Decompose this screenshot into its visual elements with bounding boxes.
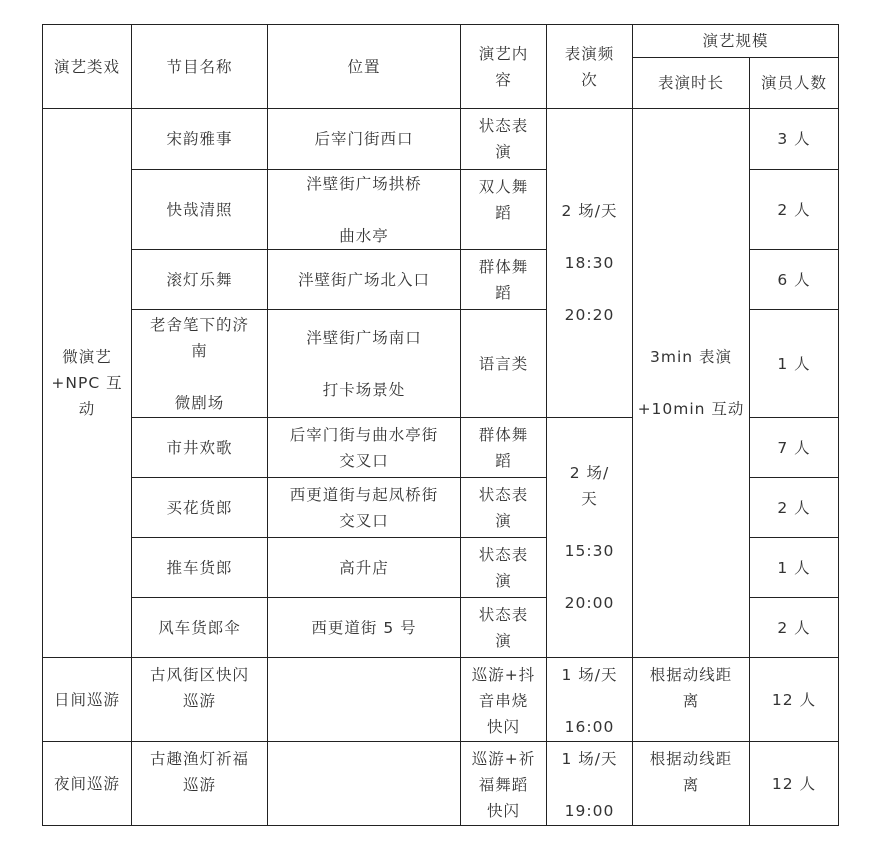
- performers: 2 人: [750, 598, 839, 658]
- header-program-name: 节目名称: [132, 25, 268, 109]
- content: 状态表 演: [461, 109, 547, 170]
- header-content: 演艺内 容: [461, 25, 547, 109]
- category-night: 夜间巡游: [43, 742, 132, 826]
- location: [268, 658, 461, 742]
- table-row: [43, 658, 839, 742]
- program-name: 老舍笔下的济 南 微剧场: [132, 310, 268, 418]
- performers: 1 人: [750, 538, 839, 598]
- header-frequency: 表演频 次: [547, 25, 633, 109]
- category-micro: 微演艺 +NPC 互 动: [43, 109, 132, 658]
- content: 语言类: [461, 310, 547, 418]
- location: [268, 742, 461, 826]
- program-name: 古趣渔灯祈福 巡游: [132, 742, 268, 826]
- header-scale: 演艺规模: [633, 25, 839, 58]
- performers: 2 人: [750, 170, 839, 250]
- location: 西更道街 5 号: [268, 598, 461, 658]
- program-name: 滚灯乐舞: [132, 250, 268, 310]
- performers: 7 人: [750, 418, 839, 478]
- program-name: 风车货郎伞: [132, 598, 268, 658]
- program-name: 古风街区快闪 巡游: [132, 658, 268, 742]
- location: 泮壁街广场北入口: [268, 250, 461, 310]
- location: 后宰门街西口: [268, 109, 461, 170]
- header-performers: 演员人数: [750, 58, 839, 109]
- content: 双人舞 蹈: [461, 170, 547, 250]
- program-name: 快哉清照: [132, 170, 268, 250]
- performers: 12 人: [750, 658, 839, 742]
- program-name: 推车货郎: [132, 538, 268, 598]
- header-category: 演艺类戏: [43, 25, 132, 109]
- content: 群体舞 蹈: [461, 418, 547, 478]
- location: 西更道街与起凤桥街 交叉口: [268, 478, 461, 538]
- frequency-group-a: 2 场/天 18:30 20:20: [547, 109, 633, 418]
- program-name: 买花货郎: [132, 478, 268, 538]
- duration: 根据动线距 离: [633, 742, 750, 826]
- content: 状态表 演: [461, 538, 547, 598]
- category-day: 日间巡游: [43, 658, 132, 742]
- duration-micro: 3min 表演 +10min 互动: [633, 109, 750, 658]
- content: 状态表 演: [461, 598, 547, 658]
- duration: 根据动线距 离: [633, 658, 750, 742]
- content: 群体舞 蹈: [461, 250, 547, 310]
- performers: 6 人: [750, 250, 839, 310]
- frequency: 1 场/天 16:00: [547, 658, 633, 742]
- location: 泮壁街广场南口 打卡场景处: [268, 310, 461, 418]
- performers: 2 人: [750, 478, 839, 538]
- performance-schedule-table: [42, 24, 839, 826]
- location: 泮壁街广场拱桥 曲水亭: [268, 170, 461, 250]
- table-row: [43, 742, 839, 826]
- location: 后宰门街与曲水亭街 交叉口: [268, 418, 461, 478]
- program-name: 宋韵雅事: [132, 109, 268, 170]
- performers: 3 人: [750, 109, 839, 170]
- frequency-group-b: 2 场/ 天 15:30 20:00: [547, 418, 633, 658]
- frequency: 1 场/天 19:00: [547, 742, 633, 826]
- table-row: [43, 109, 839, 170]
- content: 巡游+祈 福舞蹈 快闪: [461, 742, 547, 826]
- performers: 12 人: [750, 742, 839, 826]
- header-location: 位置: [268, 25, 461, 109]
- program-name: 市井欢歌: [132, 418, 268, 478]
- content: 状态表 演: [461, 478, 547, 538]
- content: 巡游+抖 音串烧 快闪: [461, 658, 547, 742]
- header-duration: 表演时长: [633, 58, 750, 109]
- location: 高升店: [268, 538, 461, 598]
- performers: 1 人: [750, 310, 839, 418]
